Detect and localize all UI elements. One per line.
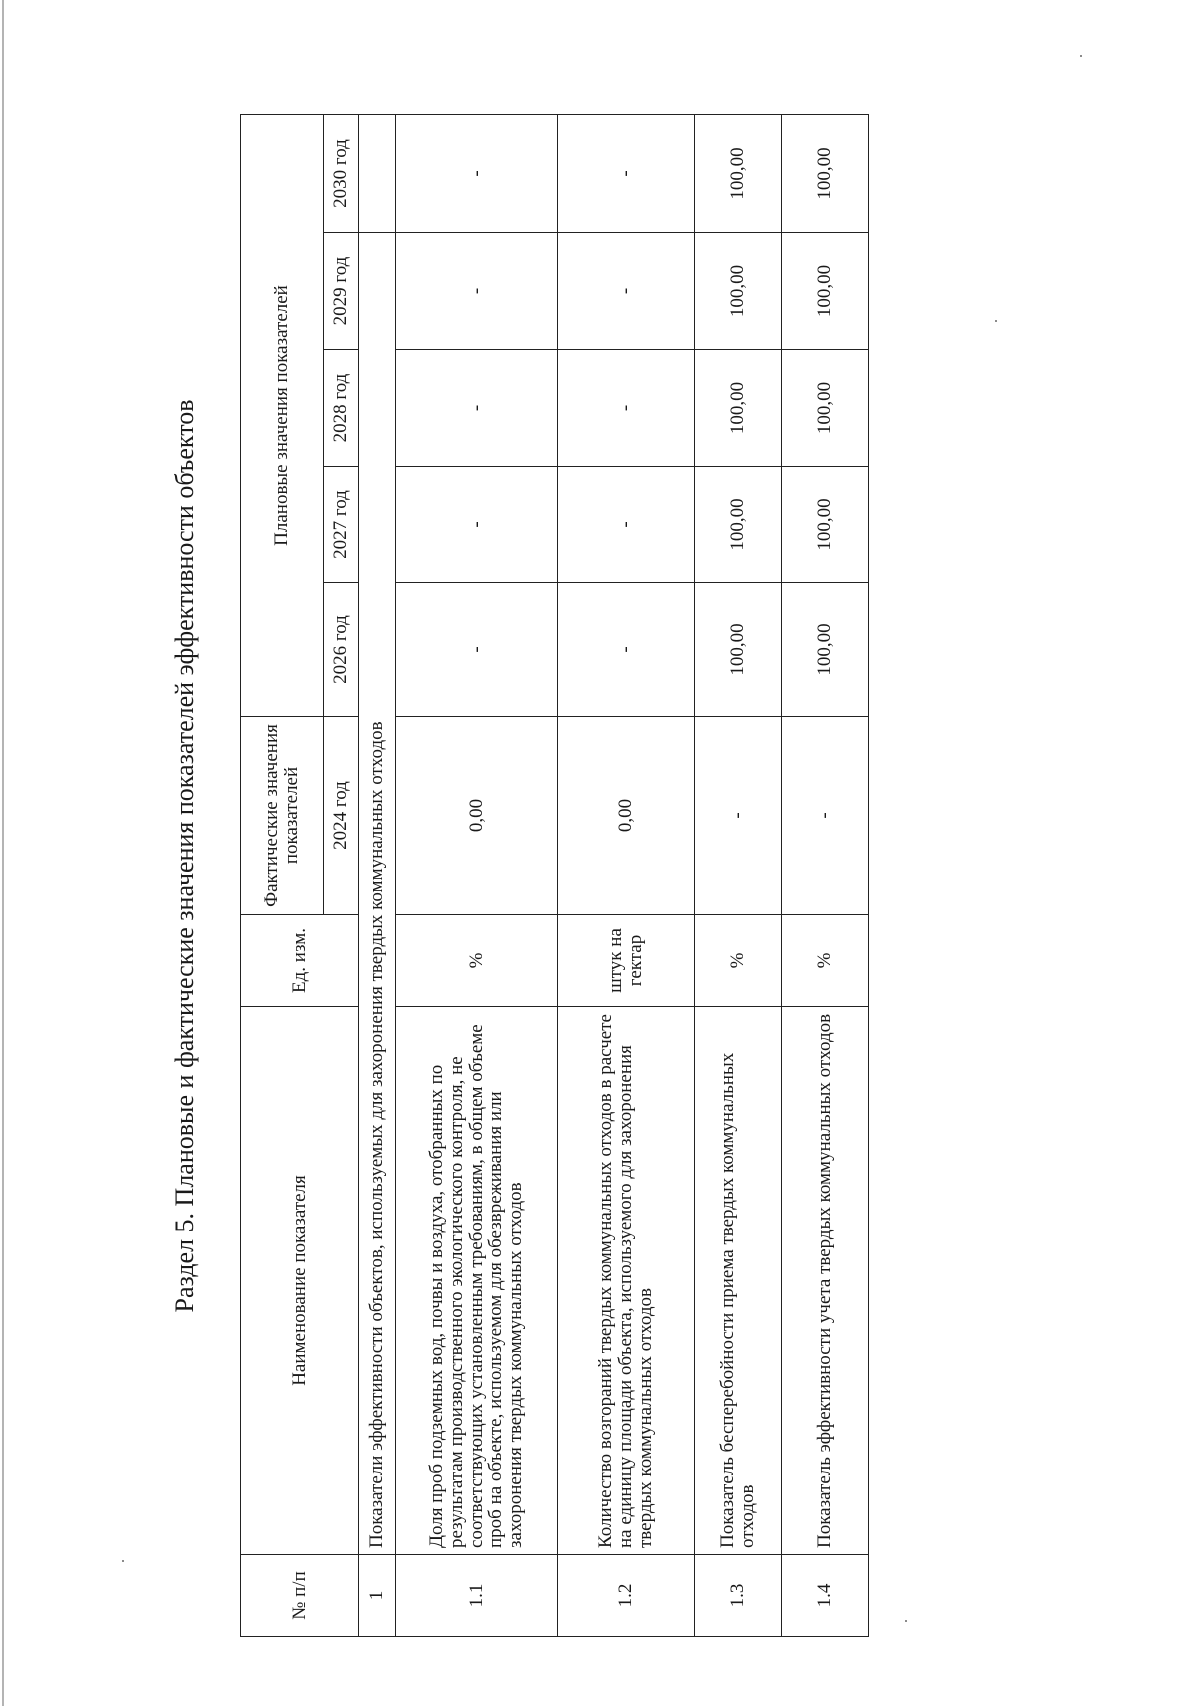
row-plan: -	[558, 467, 695, 583]
section-label: Показатели эффективности объектов, используемых для захоронения твердых коммунальных отходов	[359, 233, 396, 1555]
row-num: 1.3	[695, 1555, 782, 1637]
row-actual: 0,00	[396, 717, 558, 915]
row-unit: штук на гектар	[558, 915, 695, 1007]
header-plan: Плановые значения показателей	[241, 115, 324, 717]
row-num: 1.4	[782, 1555, 869, 1637]
row-plan: -	[558, 233, 695, 350]
indicators-table	[240, 114, 869, 1637]
row-plan: -	[396, 350, 558, 467]
header-num: № п/п	[241, 1555, 359, 1637]
row-actual: 0,00	[558, 717, 695, 915]
row-plan: 100,00	[782, 350, 869, 467]
row-plan: 100,00	[782, 115, 869, 233]
row-name: Доля проб подземных вод, почвы и воздуха, отобранных по результатам производственного экологического контроля, не соответствующих установленным требованиям, в общем объеме проб на объекте, используемом для обезвреживания или захоронения твердых коммунальных отходов	[396, 1007, 558, 1555]
header-name: Наименование показателя	[241, 1007, 359, 1555]
row-plan: -	[558, 350, 695, 467]
row-plan: 100,00	[695, 233, 782, 350]
row-plan: 100,00	[782, 467, 869, 583]
row-name: Количество возгораний твердых коммунальных отходов в расчете на единицу площади объекта, используемого для захоронения твердых коммунальных отходов	[558, 1007, 695, 1555]
row-num: 1.1	[396, 1555, 558, 1637]
row-actual: -	[695, 717, 782, 915]
row-plan: -	[558, 115, 695, 233]
row-plan: -	[558, 583, 695, 717]
row-unit: %	[782, 915, 869, 1007]
row-name: Показатель эффективности учета твердых коммунальных отходов	[782, 1007, 869, 1555]
section-title: Раздел 5. Плановые и фактические значения показателей эффективности объектов	[170, 399, 199, 1313]
row-plan: -	[396, 233, 558, 350]
row-plan: -	[396, 467, 558, 583]
row-plan: 100,00	[782, 583, 869, 717]
row-plan: 100,00	[695, 350, 782, 467]
header-plan-year: 2028 год	[324, 350, 359, 467]
table-row	[782, 115, 869, 1637]
row-plan: 100,00	[782, 233, 869, 350]
section-num: 1	[359, 1555, 396, 1637]
header-plan-year: 2027 год	[324, 467, 359, 583]
row-unit: %	[695, 915, 782, 1007]
row-num: 1.2	[558, 1555, 695, 1637]
table-row	[695, 115, 782, 1637]
section-row	[359, 115, 396, 1637]
row-actual: -	[782, 717, 869, 915]
table-row	[558, 115, 695, 1637]
row-plan: 100,00	[695, 583, 782, 717]
header-actual-year: 2024 год	[324, 717, 359, 915]
section-empty-cell	[359, 115, 396, 233]
row-name: Показатель бесперебойности приема твердых коммунальных отходов	[695, 1007, 782, 1555]
header-plan-year: 2030 год	[324, 115, 359, 233]
header-row	[241, 115, 324, 1637]
header-plan-year: 2029 год	[324, 233, 359, 350]
row-plan: 100,00	[695, 115, 782, 233]
header-unit: Ед. изм.	[241, 915, 359, 1007]
row-plan: -	[396, 115, 558, 233]
header-actual: Фактические значения показателей	[241, 717, 324, 915]
table-row	[396, 115, 558, 1637]
row-plan: 100,00	[695, 467, 782, 583]
row-plan: -	[396, 583, 558, 717]
row-unit: %	[396, 915, 558, 1007]
header-plan-year: 2026 год	[324, 583, 359, 717]
